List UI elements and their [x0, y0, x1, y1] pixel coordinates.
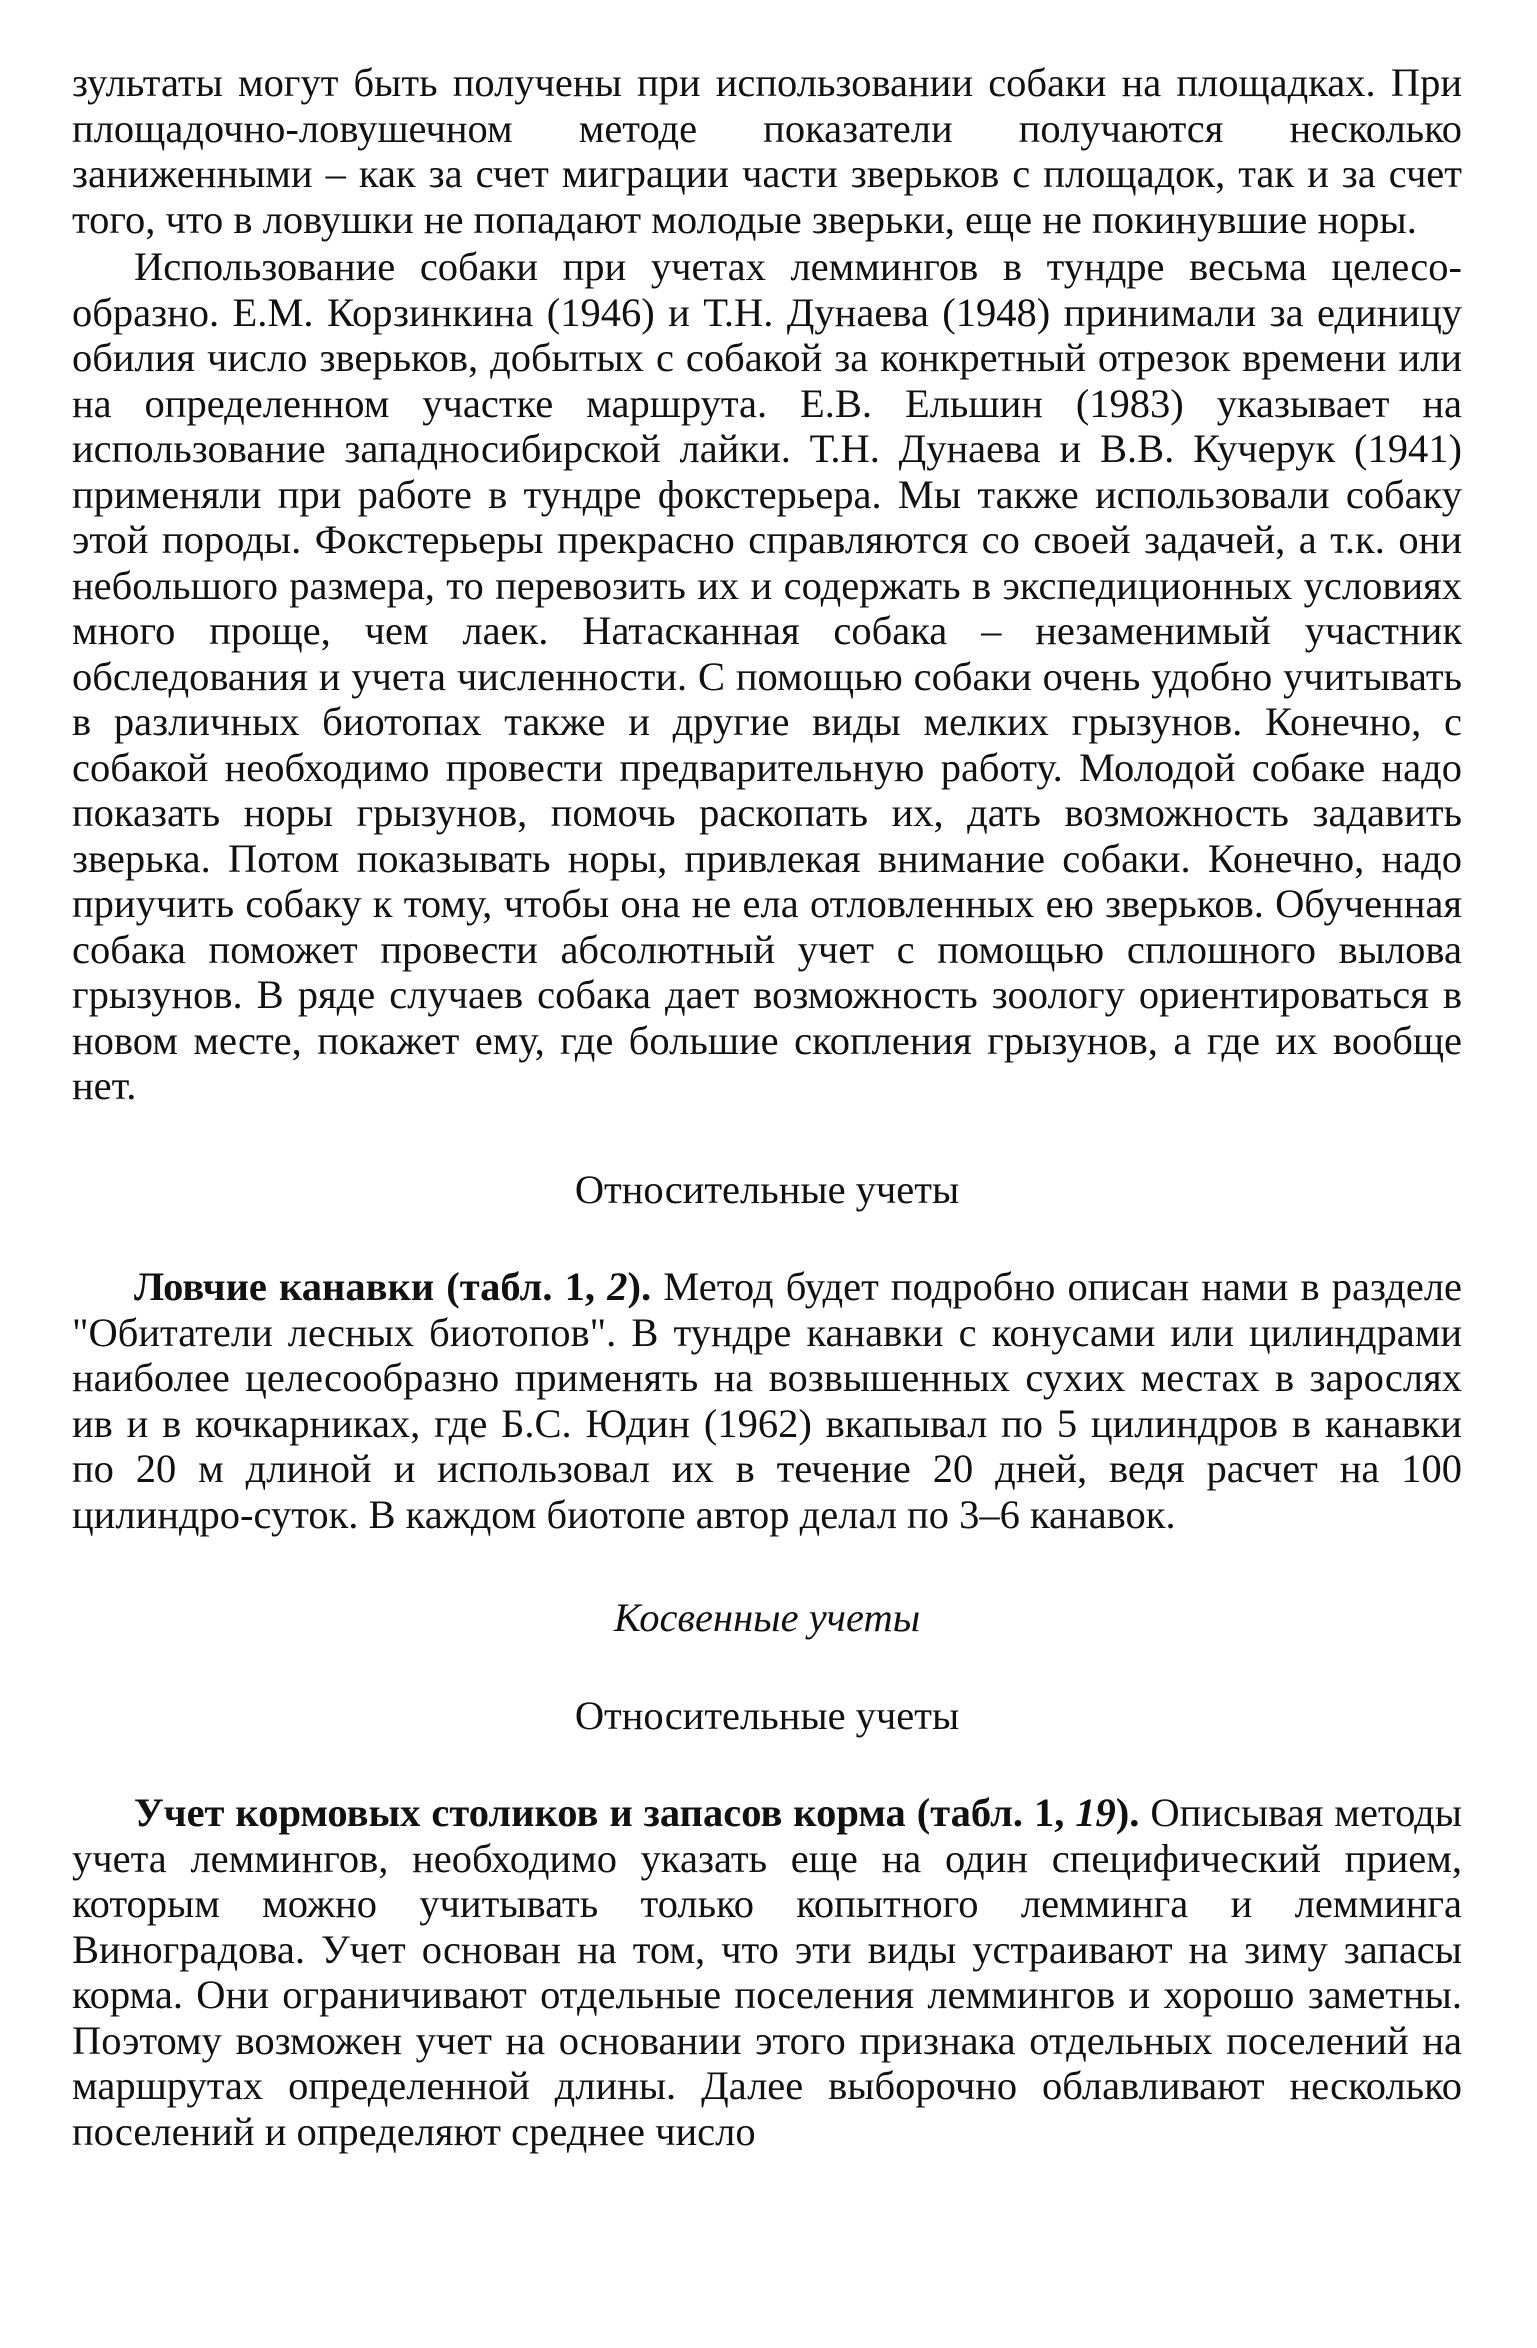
paragraph-food-stores	[72, 1790, 1462, 2154]
page-body	[72, 60, 1462, 2154]
paragraph-trap-ditches	[72, 1264, 1462, 1537]
spacer	[72, 1738, 1462, 1790]
title-bold-text: Учет кормовых столиков и запасов корма (табл. 1,	[134, 1790, 1076, 1835]
spacer	[72, 1212, 1462, 1264]
spacer	[72, 1641, 1462, 1693]
title-bold-text: Ловчие канавки (табл. 1,	[134, 1264, 608, 1309]
section-body-food-stores: Описывая методы учета леммингов, необходимо указать еще на один специфический прием, которым можно учитывать только копытного лемминга и лемминга Виноградова. Учет основан на том, что эти виды устраивают на зиму запасы корма. Они ограничивают отдельные поселения леммингов и хорошо заметны. Поэтому возможен учет на основании этого признака отдельных поселений на маршрутах определенной длины. Далее выборочно облавливают несколько поселений и определяют среднее число	[72, 1790, 1462, 2154]
paragraph-dog-usage: Использование собаки при учетах леммингов в тундре весьма целесообразно. Е.М. Корзинкина (1946) и Т.Н. Дунаева (1948) принимали за единицу обилия число зверьков, добытых с собакой за конкретный отрезок времени или на определенном участке маршрута. Е.В. Ельшин (1983) указывает на использование западносибирской лайки. Т.Н. Дунаева и В.В. Кучерук (1941) применяли при работе в тундре фокстерьера. Мы также использовали собаку этой породы. Фокстерьеры прекрасно справляются со своей задачей, а т.к. они небольшого размера, то перевозить их и содержать в экспедиционных условиях много проще, чем лаек. Натасканная собака – незаменимый участник обследования и учета численности. С помощью собаки очень удобно учитывать в различных биотопах также и другие виды мелких грызунов. Конечно, с собакой необходимо провести предварительную работу. Молодой собаке надо показать норы грызунов, помочь раскопать их, дать возможность задавить зверька. Потом показывать норы, привлекая внимание собаки. Конечно, надо приучить собаку к тому, чтобы она не ела отловленных ею зверьков. Обученная собака поможет провести абсолютный учет с помощью сплошного вылова грызунов. В ряде случаев собака дает возможность зоологу ориентироваться в новом месте, покажет ему, где большие скопления грызунов, а где их вообще нет.	[72, 244, 1462, 1108]
section-heading-indirect: Косвенные учеты	[613, 1595, 921, 1640]
title-end: ).	[1115, 1790, 1140, 1835]
paragraph-continuation: зультаты могут быть получены при использовании собаки на площадках. При площадочно-ловушечном методе показатели получаются несколько заниженными – как за счет миграции части зверьков с площадок, так и за счет того, что в ловушки не попадают молодые зверьки, еще не покинувшие норы.	[72, 60, 1462, 242]
title-italic-number: 2	[607, 1264, 628, 1309]
section-title-trap-ditches	[134, 1264, 651, 1309]
spacer	[72, 1109, 1462, 1167]
section-heading-relative-2: Относительные учеты	[574, 1692, 960, 1738]
section-heading-relative: Относительные учеты	[574, 1166, 960, 1212]
section-body-trap-ditches: Метод будет подробно описан нами в разделе "Обитатели лесных биотопов". В тундре канавки с конусами или цилиндрами наиболее целесообразно применять на возвышенных сухих местах в зарослях ив и в кочкарниках, где Б.С. Юдин (1962) вкапывал по 5 цилиндров в канавки по 20 м длиной и использовал их в течение 20 дней, ведя расчет на 100 цилиндро-суток. В каждом биотопе автор делал по 3–6 канавок.	[72, 1264, 1463, 1537]
spacer	[72, 1537, 1462, 1595]
title-end: ).	[627, 1264, 652, 1309]
section-title-food-stores	[134, 1790, 1139, 1835]
title-italic-number: 19	[1075, 1790, 1116, 1835]
